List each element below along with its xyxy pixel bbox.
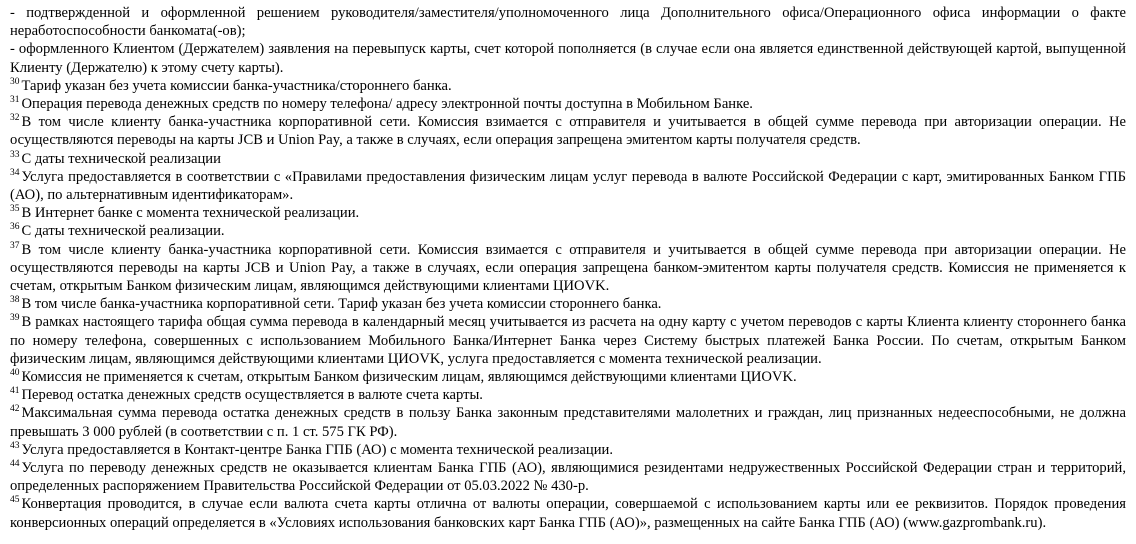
footnote-text: Комиссия не применяется к счетам, открытым Банком физическим лицам, являющимся действующими клиентами ЦИОVK. bbox=[21, 369, 797, 386]
footnote-number: 32 bbox=[10, 113, 20, 124]
footnote-44 bbox=[10, 459, 1126, 495]
footnote-45 bbox=[10, 495, 1126, 531]
footnote-text: С даты технической реализации. bbox=[21, 223, 225, 240]
footnote-text: - оформленного Клиентом (Держателем) заявления на перевыпуск карты, счет которой пополняется (в случае если она является единственной действующей картой, выпущенной Клиенту (Держателю) к этому счету карты). bbox=[10, 41, 1126, 76]
footnote-text: Услуга по переводу денежных средств не оказывается клиентам Банка ГПБ (АО), являющимися резидентами недружественных Российской Федерации стран и территорий, определенных распоряжением Правительства Российской Федерации от 05.03.2022 № 430-р. bbox=[10, 460, 1126, 495]
footnote-42 bbox=[10, 404, 1126, 440]
footnote-text: Услуга предоставляется в соответствии с «Правилами предоставления физическим лицам услуг перевода в валюте Российской Федерации с карт, эмитированных Банком ГПБ (АО), по альтернативным идентификаторам». bbox=[10, 168, 1126, 204]
footnotes-document bbox=[10, 4, 1126, 532]
footnote-34 bbox=[10, 168, 1126, 204]
footnote-number: 40 bbox=[10, 368, 20, 379]
footnote-43 bbox=[10, 441, 1126, 459]
footnote-text: - подтвержденной и оформленной решением руководителя/заместителя/уполномоченного лица Дополнительного офиса/Операционного офиса информации о факте неработоспособности банкомата(-ов); bbox=[10, 5, 1126, 40]
footnote-37 bbox=[10, 241, 1126, 296]
footnote-number: 43 bbox=[10, 440, 20, 451]
footnote-number: 41 bbox=[10, 386, 20, 397]
footnote-38 bbox=[10, 295, 1126, 313]
footnote-number: 31 bbox=[10, 95, 20, 106]
footnote-number: 36 bbox=[10, 222, 20, 233]
footnote-text: Услуга предоставляется в Контакт-центре Банка ГПБ (АО) с момента технической реализации. bbox=[21, 441, 613, 458]
footnote-number: 37 bbox=[10, 240, 20, 251]
footnote-number: 30 bbox=[10, 76, 20, 87]
footnote-text: В том числе банка-участника корпоративной сети. Тариф указан без учета комиссии стороннего банка. bbox=[21, 296, 662, 313]
footnote-31 bbox=[10, 95, 1126, 113]
footnote-41 bbox=[10, 386, 1126, 404]
footnote-number: 35 bbox=[10, 204, 20, 215]
footnote-39 bbox=[10, 313, 1126, 368]
footnote-40 bbox=[10, 368, 1126, 386]
footnote-33 bbox=[10, 150, 1126, 168]
footnote-text: Конвертация проводится, в случае если валюта счета карты отлична от валюты операции, совершаемой с использованием карты или ее реквизитов. Порядок проведения конверсионных операций определяется в «Условиях использования банковских карт Банка ГПБ (АО)», размещенных на сайте Банка ГПБ (АО) (www.gazprombank.ru). bbox=[10, 496, 1126, 531]
footnote-text: Операция перевода денежных средств по номеру телефона/ адресу электронной почты доступна в Мобильном Банке. bbox=[21, 96, 753, 113]
footnote-text: Перевод остатка денежных средств осуществляется в валюте счета карты. bbox=[21, 387, 483, 404]
footnote-32 bbox=[10, 113, 1126, 149]
footnote-text: В Интернет банке с момента технической реализации. bbox=[21, 205, 360, 222]
footnote-number: 45 bbox=[10, 495, 20, 506]
footnote-text: С даты технической реализации bbox=[21, 150, 221, 167]
footnote-number: 34 bbox=[10, 167, 20, 178]
footnote-36 bbox=[10, 222, 1126, 240]
footnote-number: 39 bbox=[10, 313, 20, 324]
footnote-30 bbox=[10, 77, 1126, 95]
footnote-text: В том числе клиенту банка-участника корпоративной сети. Комиссия взимается с отправителя и учитывается в общей сумме перевода при авторизации операции. Не осуществляются переводы на карты JCB и Union Pay, а также в случаях, если операция запрещена банком-эмитентом карты получателя средств. Комиссия не применяется к счетам, открытым Банком физическим лицам, являющимся действующими клиентами ЦИОVK. bbox=[10, 241, 1126, 295]
footnote-text: Тариф указан без учета комиссии банка-участника/стороннего банка. bbox=[21, 77, 452, 94]
footnote-number: 42 bbox=[10, 404, 20, 415]
list-item bbox=[10, 40, 1126, 76]
footnote-35 bbox=[10, 204, 1126, 222]
footnote-number: 33 bbox=[10, 149, 20, 160]
footnote-text: В рамках настоящего тарифа общая сумма перевода в календарный месяц учитывается из расчета на одну карту с учетом переводов с карты Клиента клиенту стороннего банка по номеру телефона, совершенных с использованием Мобильного Банка/Интернет Банка через Систему быстрых платежей Банка России. По счетам, открытым Банком физическим лицам, являющимся действующими клиентами ЦИОVK, услуга предоставляется с момента технической реализации. bbox=[10, 314, 1126, 367]
footnote-text: В том числе клиенту банка-участника корпоративной сети. Комиссия взимается с отправителя и учитывается в общей сумме перевода при авторизации операции. Не осуществляются переводы на карты JCB и Union Pay, а также в случаях, если операция запрещена эмитентом карты получателя средств. bbox=[10, 114, 1126, 149]
footnote-number: 38 bbox=[10, 295, 20, 306]
list-item bbox=[10, 4, 1126, 40]
footnote-number: 44 bbox=[10, 459, 20, 470]
footnote-text: Максимальная сумма перевода остатка денежных средств в пользу Банка законным представителями малолетних и граждан, лиц признанных недееспособными, не должна превышать 3 000 рублей (в соответствии с п. 1 ст. 575 ГК РФ). bbox=[10, 405, 1126, 440]
